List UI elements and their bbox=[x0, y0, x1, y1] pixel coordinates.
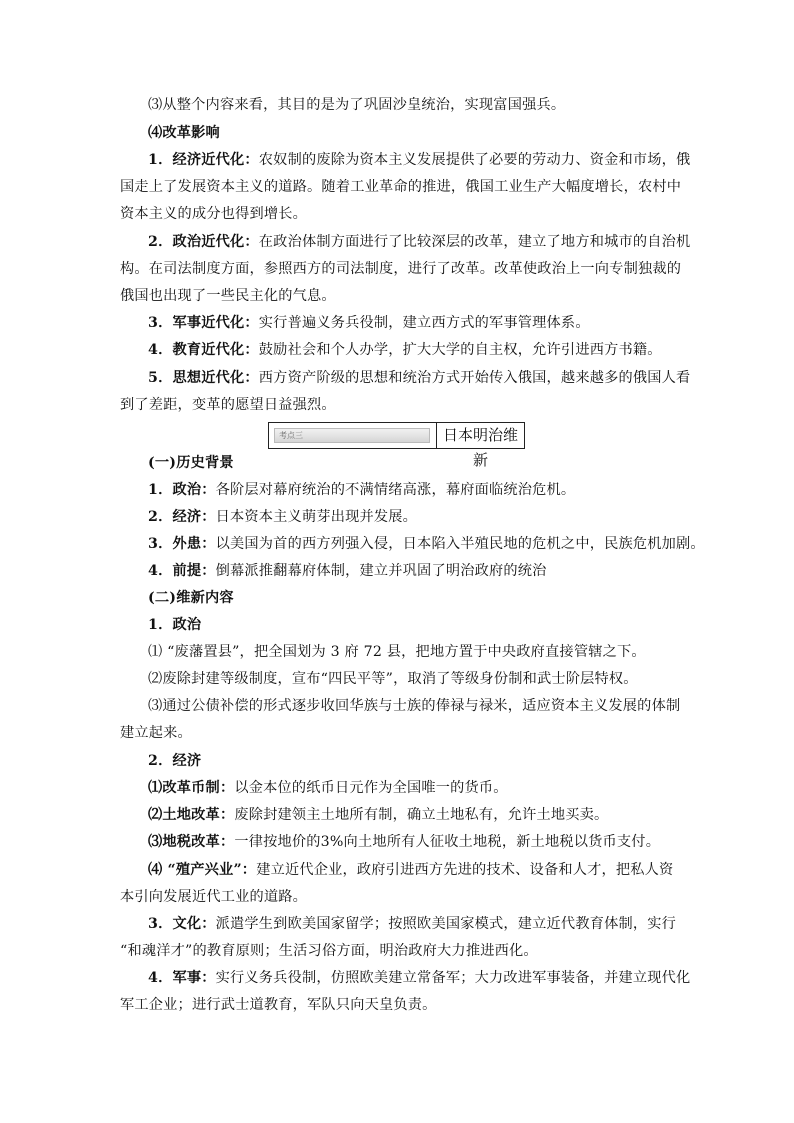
paragraph-line: 4．军事：实行义务兵役制，仿照欧美建立常备军；大力改进军事装备，并建立现代化 bbox=[148, 970, 691, 986]
paragraph-line: 3．军事近代化：实行普遍义务兵役制，建立西方式的军事管理体系。 bbox=[148, 315, 590, 331]
paragraph-line: ⑶地税改革：一律按地价的3%向土地所有人征收土地税，新土地税以货币支付。 bbox=[148, 834, 661, 850]
paragraph-line: 本引向发展近代工业的道路。 bbox=[120, 889, 308, 905]
paragraph-line: 构。在司法制度方面，参照西方的司法制度，进行了改革。改革使政治上一向专制独裁的 bbox=[120, 261, 682, 277]
paragraph-line: 国走上了发展资本主义的道路。随着工业革命的推进，俄国工业生产大幅度增长，农村中 bbox=[120, 179, 682, 195]
paragraph-line: ⑷ “殖产兴业”：建立近代企业，政府引进西方先进的技术、设备和人才，把私人资 bbox=[148, 862, 674, 878]
paragraph-line: 到了差距，变革的愿望日益强烈。 bbox=[120, 397, 336, 413]
paragraph-line: 1．政治：各阶层对幕府统治的不满情绪高涨，幕府面临统治危机。 bbox=[148, 482, 576, 498]
paragraph-line: 俄国也出现了一些民主化的气息。 bbox=[120, 288, 336, 304]
paragraph-line: ⑵废除封建等级制度，宣布“四民平等”，取消了等级身份制和武士阶层特权。 bbox=[148, 671, 638, 687]
topic-title: 日本明治维新 bbox=[436, 423, 524, 448]
paragraph-line: 军工企业；进行武士道教育，军队只向天皇负责。 bbox=[120, 997, 437, 1013]
section-heading: (二)维新内容 bbox=[148, 590, 234, 606]
paragraph-line: ⑴改革币制：以金本位的纸币日元作为全国唯一的货币。 bbox=[148, 780, 508, 796]
paragraph-line: 5．思想近代化：西方资产阶级的思想和统治方式开始传入俄国，越来越多的俄国人看 bbox=[148, 370, 691, 386]
paragraph-line: ⑶通过公债补偿的形式逐步收回华族与士族的俸禄与禄米，适应资本主义发展的体制 bbox=[148, 698, 681, 714]
subsection-heading: 2．经济 bbox=[148, 753, 202, 769]
paragraph-line: 4．前提：倒幕派推翻幕府体制，建立并巩固了明治政府的统治 bbox=[148, 563, 547, 579]
topic-banner bbox=[268, 422, 525, 469]
paragraph-line: 1．经济近代化：农奴制的废除为资本主义发展提供了必要的劳动力、资金和市场，俄 bbox=[148, 152, 691, 168]
subsection-heading: 1．政治 bbox=[148, 617, 202, 633]
paragraph-line: ⑴ “废藩置县”，把全国划为 3 府 72 县，把地方置于中央政府直接管辖之下。 bbox=[148, 644, 646, 660]
paragraph-line: 4．教育近代化：鼓励社会和个人办学，扩大大学的自主权，允许引进西方书籍。 bbox=[148, 342, 662, 358]
paragraph-line: 2．政治近代化：在政治体制方面进行了比较深层的改革，建立了地方和城市的自治机 bbox=[148, 234, 691, 250]
paragraph-line: 2．经济：日本资本主义萌芽出现并发展。 bbox=[148, 509, 418, 525]
paragraph-line: 资本主义的成分也得到增长。 bbox=[120, 206, 308, 222]
paragraph-line: 建立起来。 bbox=[120, 725, 192, 741]
paragraph-line: “和魂洋才”的教育原则；生活习俗方面，明治政府大力推进西化。 bbox=[120, 943, 538, 959]
topic-tag: 考点三 bbox=[274, 428, 430, 443]
paragraph-line: ⑶从整个内容来看，其目的是为了巩固沙皇统治，实现富国强兵。 bbox=[148, 97, 566, 113]
paragraph-line: 3．文化：派遣学生到欧美国家留学；按照欧美国家模式，建立近代教育体制，实行 bbox=[148, 916, 677, 932]
paragraph-line: 3．外患：以美国为首的西方列强入侵，日本陷入半殖民地的危机之中，民族危机加剧。 bbox=[148, 536, 705, 552]
paragraph-line: ⑵土地改革：废除封建领主土地所有制，确立土地私有，允许土地买卖。 bbox=[148, 807, 609, 823]
section-heading: (一)历史背景 bbox=[148, 455, 234, 471]
section-heading: ⑷改革影响 bbox=[148, 125, 220, 141]
